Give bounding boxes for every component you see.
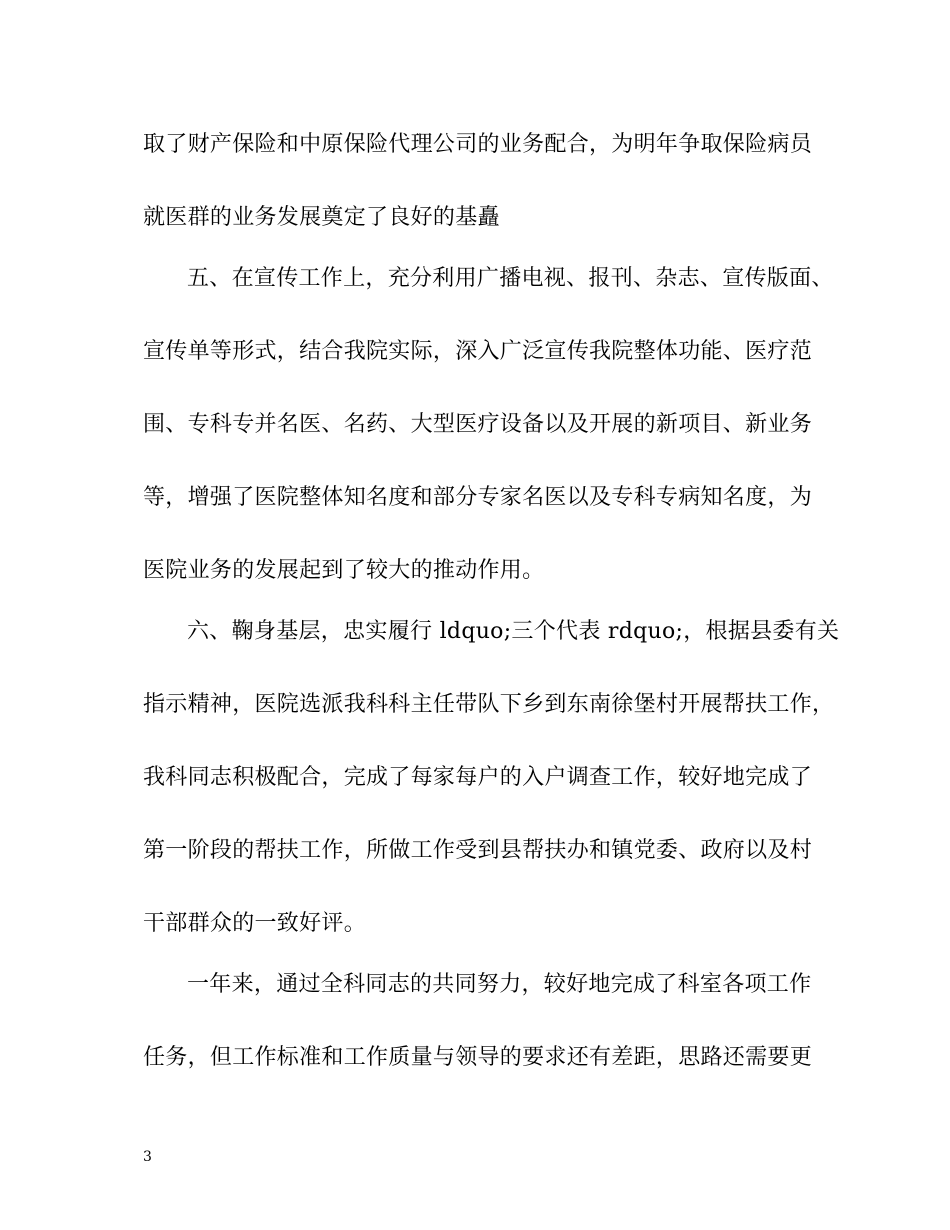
paragraph-5-line-1: 五、在宣传工作上，充分利用广播电视、报刊、杂志、宣传版面、 bbox=[187, 266, 834, 291]
paragraph-7-line-1: 一年来，通过全科同志的共同努力，较好地完成了科室各项工作 bbox=[187, 972, 812, 997]
paragraph-5-line-5: 医院业务的发展起到了较大的推动作用。 bbox=[143, 558, 545, 583]
paragraph-5-line-2: 宣传单等形式，结合我院实际，深入广泛宣传我院整体功能、医疗范 bbox=[143, 339, 813, 364]
paragraph-6-line-3: 我科同志积极配合，完成了每家每户的入户调查工作，较好地完成了 bbox=[143, 765, 813, 790]
paragraph-6-line-2: 指示精神，医院选派我科科主任带队下乡到东南徐堡村开展帮扶工作， bbox=[143, 692, 835, 717]
paragraph-5-line-4: 等，增强了医院整体知名度和部分专家名医以及专科专病知名度，为 bbox=[143, 485, 813, 510]
paragraph-5-line-3: 围、专科专并名医、名药、大型医疗设备以及开展的新项目、新业务 bbox=[143, 412, 813, 437]
paragraph-7-line-2: 任务，但工作标准和工作质量与领导的要求还有差距，思路还需要更 bbox=[143, 1045, 813, 1070]
paragraph-6-line-1: 六、鞠身基层，忠实履行 ldquo;三个代表 rdquo;，根据县委有关 bbox=[187, 619, 840, 644]
text-line-2: 就医群的业务发展奠定了良好的基矗 bbox=[143, 205, 500, 230]
paragraph-6-line-5: 干部群众的一致好评。 bbox=[143, 911, 367, 936]
paragraph-6-line-4: 第一阶段的帮扶工作，所做工作受到县帮扶办和镇党委、政府以及村 bbox=[143, 838, 813, 863]
page-number: 3 bbox=[143, 1149, 152, 1165]
text-line-1: 取了财产保险和中原保险代理公司的业务配合，为明年争取保险病员 bbox=[143, 132, 813, 157]
